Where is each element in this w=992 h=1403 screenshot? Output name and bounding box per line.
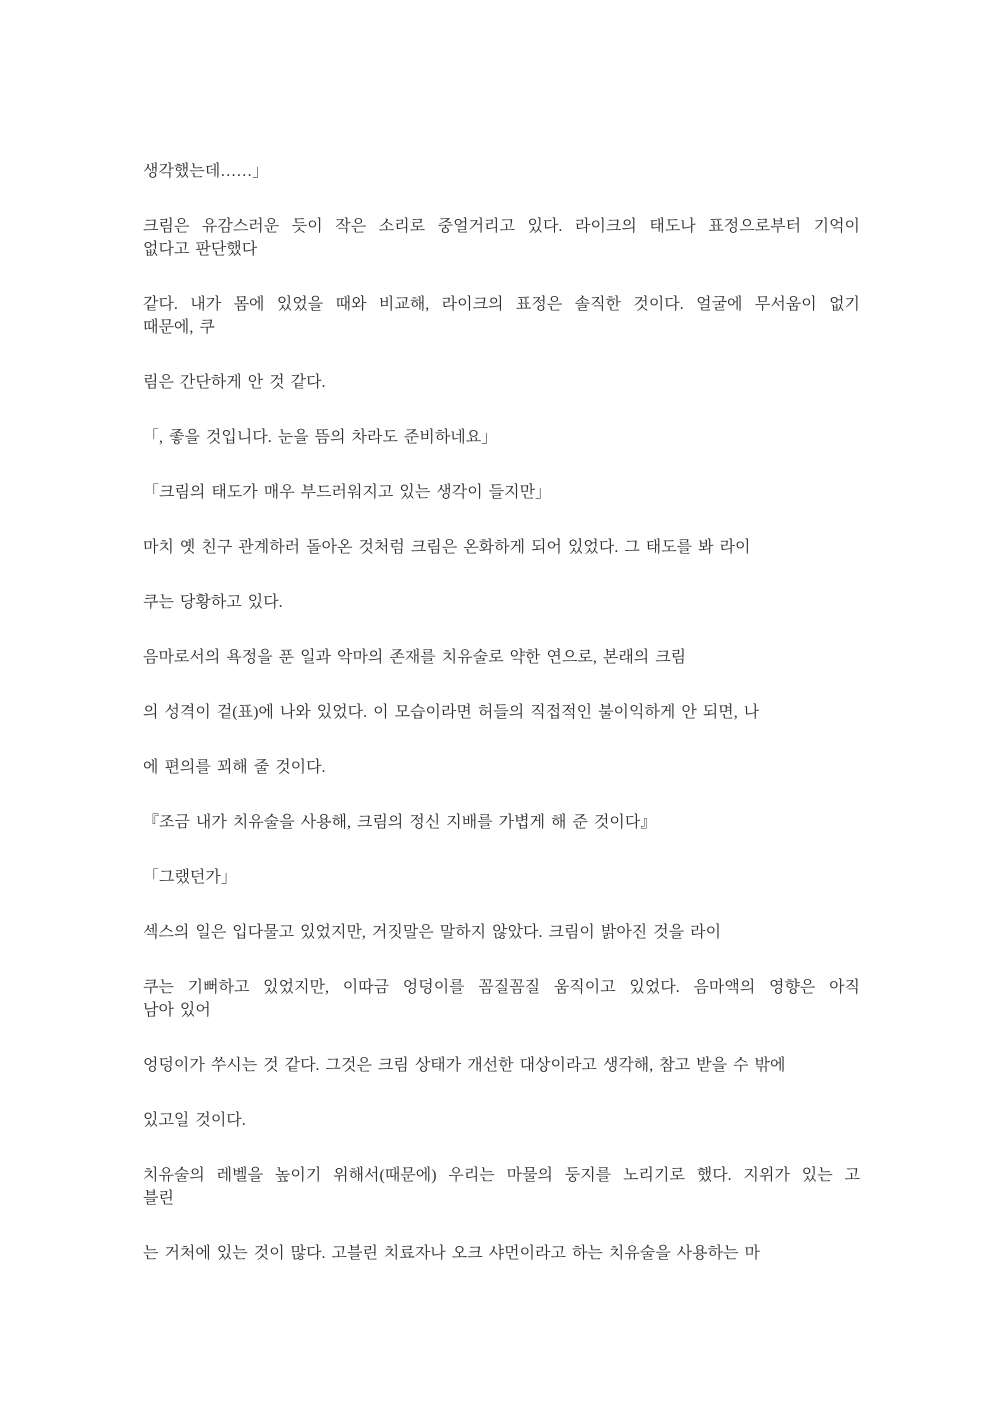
paragraph (143, 646, 860, 669)
text-line: 크림은 유감스러운 듯이 작은 소리로 중얼거리고 있다. 라이크의 태도나 표정으로부터 기억이 (143, 218, 860, 235)
text-line: 음마로서의 욕정을 푼 일과 악마의 존재를 치유술로 약한 연으로, 본래의 크림 (143, 649, 687, 666)
paragraph (143, 1242, 860, 1265)
text-line: 쿠는 기뻐하고 있었지만, 이따금 엉덩이를 꼼질꼼질 움직이고 있었다. 음마액의 영향은 아직 (143, 979, 860, 996)
paragraph (143, 976, 860, 1022)
text-line: 「, 좋을 것입니다. 눈을 뜸의 차라도 준비하네요」 (143, 429, 498, 446)
text-line: 남아 있어 (143, 1002, 211, 1019)
paragraph (143, 811, 860, 834)
text-line: 없다고 판단했다 (143, 241, 258, 258)
paragraph (143, 293, 860, 339)
text-line: 치유술의 레벨을 높이기 위해서(때문에) 우리는 마물의 둥지를 노리기로 했다. 지위가 있는 고 (143, 1167, 860, 1184)
text-line: 「크림의 태도가 매우 부드러워지고 있는 생각이 들지만」 (143, 484, 552, 501)
text-line: 에 편의를 꾀해 줄 것이다. (143, 759, 326, 776)
text-line: 때문에, 쿠 (143, 319, 215, 336)
text-line: 『조금 내가 치유술을 사용해, 크림의 정신 지배를 가볍게 해 준 것이다』 (143, 814, 657, 831)
text-line: 림은 간단하게 안 것 같다. (143, 374, 326, 391)
paragraph (143, 1054, 860, 1077)
paragraph (143, 866, 860, 889)
text-column (143, 160, 860, 1297)
paragraph (143, 371, 860, 394)
paragraph (143, 921, 860, 944)
text-line: 마치 옛 친구 관계하러 돌아온 것처럼 크림은 온화하게 되어 있었다. 그 태도를 봐 라이 (143, 539, 751, 556)
text-line: 블린 (143, 1190, 174, 1207)
text-line: 있고일 것이다. (143, 1112, 246, 1129)
text-line: 의 성격이 겉(표)에 나와 있었다. 이 모습이라면 허들의 직접적인 불이익하게 안 되면, 나 (143, 704, 760, 721)
text-line: 섹스의 일은 입다물고 있었지만, 거짓말은 말하지 않았다. 크림이 밝아진 것을 라이 (143, 924, 722, 941)
paragraph (143, 536, 860, 559)
paragraph (143, 1164, 860, 1210)
text-line: 「그랬던가」 (143, 869, 237, 886)
paragraph (143, 756, 860, 779)
paragraph (143, 591, 860, 614)
text-line: 는 거처에 있는 것이 많다. 고블린 치료자나 오크 샤먼이라고 하는 치유술을 사용하는 마 (143, 1245, 760, 1262)
paragraph (143, 701, 860, 724)
paragraph (143, 160, 860, 183)
text-line: 같다. 내가 몸에 있었을 때와 비교해, 라이크의 표정은 솔직한 것이다. 얼굴에 무서움이 없기 (143, 296, 860, 313)
paragraph (143, 481, 860, 504)
text-line: 쿠는 당황하고 있다. (143, 594, 283, 611)
paragraph (143, 426, 860, 449)
text-line: 엉덩이가 쑤시는 것 같다. 그것은 크림 상태가 개선한 대상이라고 생각해, 참고 받을 수 밖에 (143, 1057, 786, 1074)
paragraph (143, 215, 860, 261)
text-line: 생각했는데……」 (143, 163, 269, 180)
paragraph (143, 1109, 860, 1132)
